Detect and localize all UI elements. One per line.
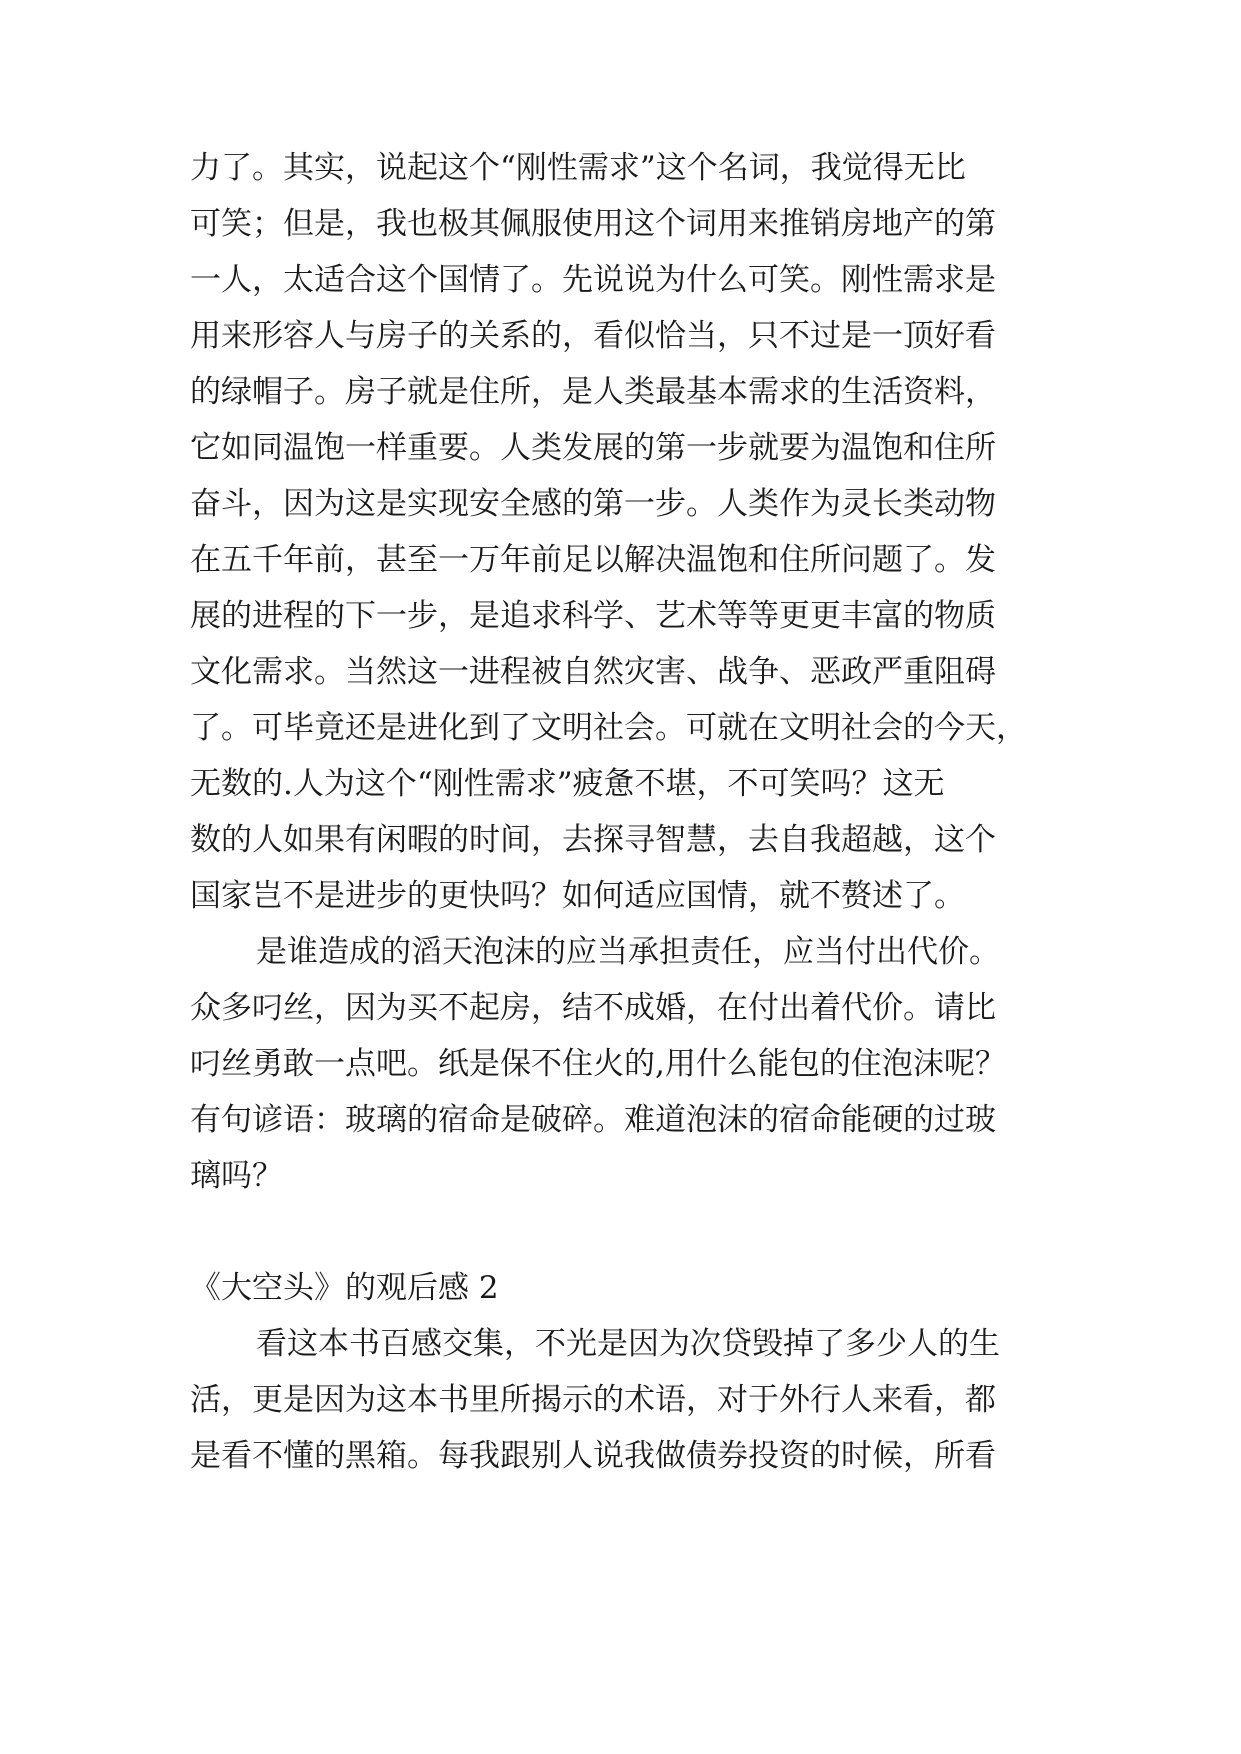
paragraph-3-line: 是看不懂的黑箱。每我跟别人说我做债券投资的时候，所看: [190, 1438, 996, 1474]
paragraph-1-line: 数的人如果有闲暇的时间，去探寻智慧，去自我超越，这个: [190, 822, 996, 858]
paragraph-1-line: 无数的.人为这个“刚性需求”疲惫不堪，不可笑吗？这无: [190, 766, 945, 802]
paragraph-1-line: 一人，太适合这个国情了。先说说为什么可笑。刚性需求是: [190, 262, 996, 298]
paragraph-1-line: 国家岂不是进步的更快吗？如何适应国情，就不赘述了。: [190, 878, 965, 914]
paragraph-3-line: 活，更是因为这本书里所揭示的术语，对于外行人来看，都: [190, 1382, 996, 1418]
paragraph-1-line: 文化需求。当然这一进程被自然灾害、战争、恶政严重阻碍: [190, 654, 996, 690]
paragraph-1-line: 在五千年前，甚至一万年前足以解决温饱和住所问题了。发: [190, 542, 996, 578]
paragraph-3-line: 看这本书百感交集，不光是因为次贷毁掉了多少人的生: [256, 1326, 1000, 1362]
paragraph-1-line: 的绿帽子。房子就是住所，是人类最基本需求的生活资料，: [190, 374, 996, 410]
paragraph-1-line: 可笑；但是，我也极其佩服使用这个词用来推销房地产的第: [190, 206, 996, 242]
paragraph-1-line: 奋斗，因为这是实现安全感的第一步。人类作为灵长类动物: [190, 486, 996, 522]
paragraph-2-line: 叼丝勇敢一点吧。纸是保不住火的,用什么能包的住泡沫呢？: [190, 1046, 1006, 1082]
paragraph-2-line: 是谁造成的滔天泡沫的应当承担责任，应当付出代价。: [256, 934, 1000, 970]
paragraph-2-line: 有句谚语：玻璃的宿命是破碎。难道泡沫的宿命能硬的过玻: [190, 1102, 996, 1138]
paragraph-1-line: 它如同温饱一样重要。人类发展的第一步就要为温饱和住所: [190, 430, 996, 466]
paragraph-2-line: 璃吗？: [190, 1158, 283, 1194]
paragraph-1-line: 力了。其实，说起这个“刚性需求”这个名词，我觉得无比: [190, 150, 966, 186]
paragraph-2-line: 众多叼丝，因为买不起房，结不成婚，在付出着代价。请比: [190, 990, 996, 1026]
paragraph-1-line: 展的进程的下一步，是追求科学、艺术等等更更丰富的物质: [190, 598, 996, 634]
section-title: 《大空头》的观后感 2: [190, 1270, 499, 1306]
paragraph-1-line: 用来形容人与房子的关系的，看似恰当，只不过是一顶好看: [190, 318, 996, 354]
paragraph-1-line: 了。可毕竟还是进化到了文明社会。可就在文明社会的今天，: [190, 710, 1027, 746]
